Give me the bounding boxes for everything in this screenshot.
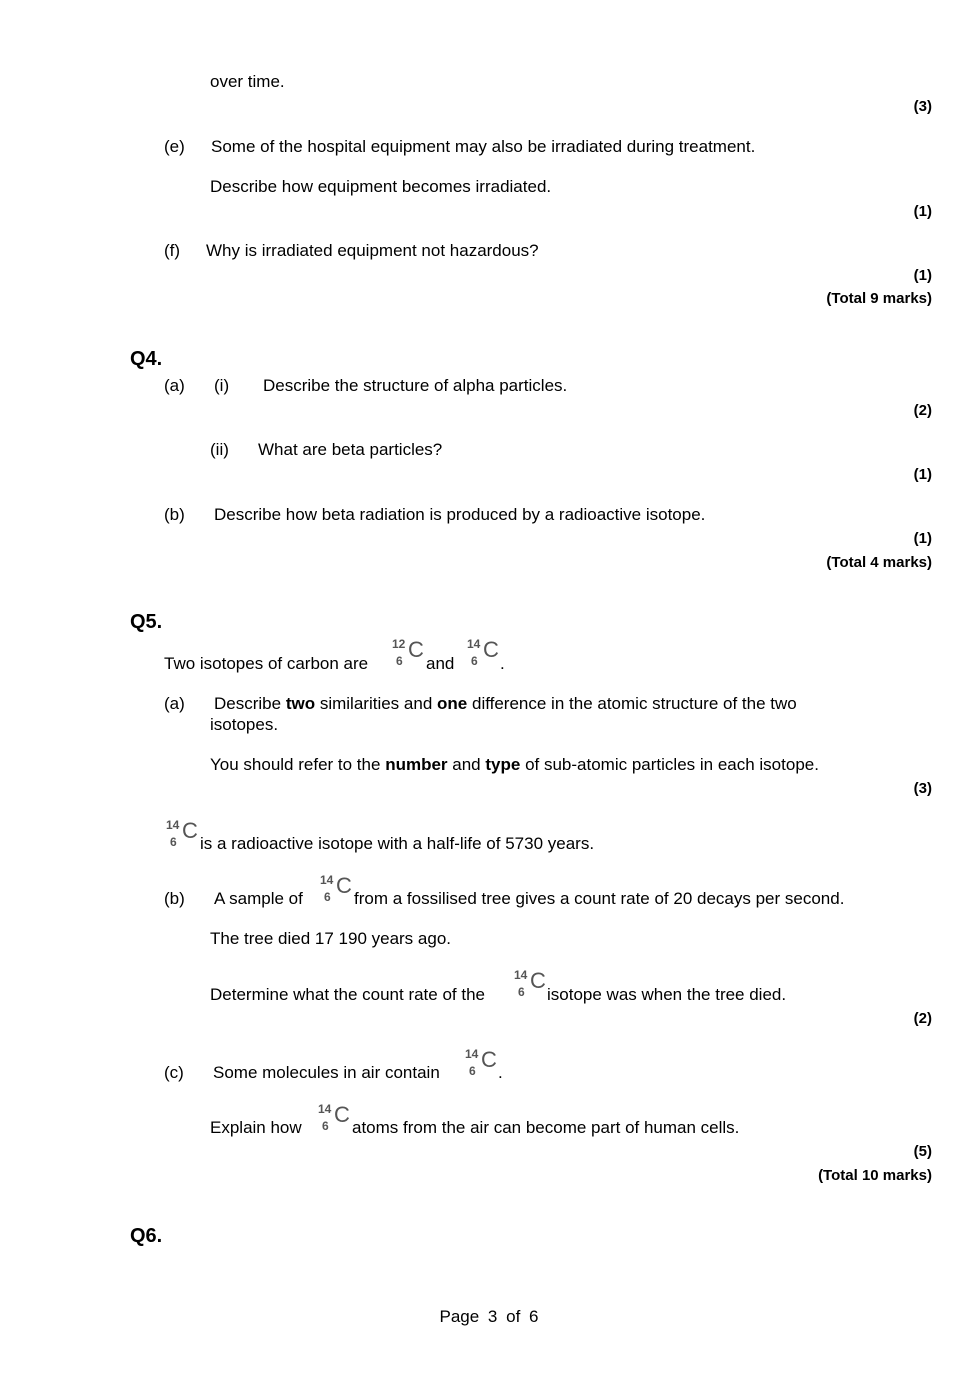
footer-of-word: of	[506, 1307, 521, 1326]
q4-b-text: Describe how beta radiation is produced by a radioactive isotope.	[214, 505, 706, 524]
carbon-14-atomic-number: 6	[518, 985, 525, 999]
q5-a-refer	[210, 755, 819, 775]
q5-b-determine-pre: Determine what the count rate of the	[210, 985, 485, 1004]
q5-b-text-pre: A sample of	[214, 889, 303, 908]
carbon-12-symbol	[392, 638, 428, 672]
q3-d-continuation: over time.	[210, 72, 285, 91]
q5-a-text	[214, 694, 797, 714]
q4-ai-text: Describe the structure of alpha particles.	[263, 376, 568, 395]
q4-aii-marks: (1)	[913, 466, 932, 483]
q4-aii-label: (ii)	[210, 440, 229, 459]
q3-e-label: (e)	[164, 137, 185, 156]
q5-a-text-pre: Describe	[214, 694, 282, 713]
footer-total-pages: 6	[529, 1307, 539, 1326]
q5-a-emphasis-number: number	[385, 755, 448, 774]
carbon-12-atomic-number: 6	[396, 654, 403, 668]
carbon-14-mass-number: 14	[467, 637, 481, 651]
carbon-14-mass-number: 14	[318, 1102, 332, 1116]
carbon-14-atomic-number: 6	[469, 1064, 476, 1078]
carbon-14-element: C	[483, 637, 499, 662]
q5-a-text-post: difference in the atomic structure of the two	[471, 694, 797, 713]
q5-a-text-line2: isotopes.	[210, 715, 279, 734]
q5-c-explain-pre: Explain how	[210, 1118, 302, 1137]
carbon-14-atomic-number: 6	[170, 835, 177, 849]
carbon-12-mass-number: 12	[392, 637, 406, 651]
footer-page-number: 3	[487, 1307, 498, 1326]
q5-c-end: .	[498, 1063, 503, 1082]
q3-e-text: Some of the hospital equipment may also be irradiated during treatment.	[211, 137, 756, 156]
q4-total-marks: (Total 4 marks)	[826, 554, 932, 571]
page-footer	[0, 1307, 978, 1327]
q3-f-label: (f)	[164, 241, 181, 260]
carbon-14-symbol	[318, 1103, 354, 1137]
carbon-14-mass-number: 14	[465, 1047, 479, 1061]
q4-b-label: (b)	[164, 505, 185, 524]
q5-c-explain-post: atoms from the air can become part of human cells.	[352, 1118, 740, 1137]
q3-f-marks: (1)	[913, 267, 932, 284]
q5-c-marks: (5)	[913, 1143, 932, 1160]
carbon-14-mass-number: 14	[166, 818, 180, 832]
carbon-14-atomic-number: 6	[471, 654, 478, 668]
q4-ai-marks: (2)	[913, 402, 932, 419]
q3-total-marks: (Total 9 marks)	[826, 290, 932, 307]
carbon-12-element: C	[408, 637, 424, 662]
q5-c-text: Some molecules in air contain	[213, 1063, 440, 1082]
q5-intro-text: Two isotopes of carbon are	[164, 654, 369, 673]
q5-b-marks: (2)	[913, 1010, 932, 1027]
carbon-14-symbol	[467, 638, 503, 672]
carbon-14-element: C	[334, 1102, 350, 1127]
q5-b-died: The tree died 17 190 years ago.	[210, 929, 451, 948]
q5-a-marks: (3)	[913, 780, 932, 797]
q5-total-marks: (Total 10 marks)	[818, 1167, 932, 1184]
q5-a-refer-post: of sub-atomic particles in each isotope.	[525, 755, 819, 774]
carbon-14-atomic-number: 6	[322, 1119, 329, 1133]
q5-a-emphasis-two: two	[285, 694, 316, 713]
q5-a-text-mid: similarities and	[319, 694, 433, 713]
carbon-14-symbol	[320, 874, 356, 908]
q5-intro-and: and	[426, 654, 455, 673]
q5-a-label: (a)	[164, 694, 185, 713]
q3-d-marks: (3)	[913, 98, 932, 115]
q5-intro-end: .	[500, 654, 505, 673]
q5-c-label: (c)	[164, 1063, 184, 1082]
carbon-14-atomic-number: 6	[324, 890, 331, 904]
q3-e-marks: (1)	[913, 203, 932, 220]
q4-b-marks: (1)	[913, 530, 932, 547]
q5-a-refer-pre: You should refer to the	[210, 755, 381, 774]
q5-a-refer-and: and	[452, 755, 481, 774]
q4-aii-text: What are beta particles?	[258, 440, 443, 459]
q3-e-question: Describe how equipment becomes irradiated.	[210, 177, 552, 196]
q5-a-emphasis-type: type	[485, 755, 521, 774]
carbon-14-element: C	[182, 818, 198, 843]
q5-b-text-post: from a fossilised tree gives a count rate of 20 decays per second.	[354, 889, 845, 908]
carbon-14-element: C	[481, 1047, 497, 1072]
q5-halflife-text: is a radioactive isotope with a half-life of 5730 years.	[200, 834, 595, 853]
q5-a-emphasis-one: one	[437, 694, 468, 713]
carbon-14-element: C	[336, 873, 352, 898]
carbon-14-mass-number: 14	[514, 968, 528, 982]
q4-heading: Q4.	[130, 348, 163, 370]
q4-ai-label: (i)	[214, 376, 230, 395]
carbon-14-symbol	[166, 819, 202, 853]
footer-page-word: Page	[439, 1307, 480, 1326]
q6-heading: Q6.	[130, 1225, 163, 1247]
carbon-14-symbol	[465, 1048, 501, 1082]
carbon-14-element: C	[530, 968, 546, 993]
q5-heading: Q5.	[130, 611, 163, 633]
q4-a-label: (a)	[164, 376, 185, 395]
q5-b-label: (b)	[164, 889, 185, 908]
carbon-14-symbol	[514, 969, 550, 1003]
q5-b-determine-post: isotope was when the tree died.	[547, 985, 787, 1004]
q3-f-text: Why is irradiated equipment not hazardous?	[206, 241, 539, 260]
carbon-14-mass-number: 14	[320, 873, 334, 887]
